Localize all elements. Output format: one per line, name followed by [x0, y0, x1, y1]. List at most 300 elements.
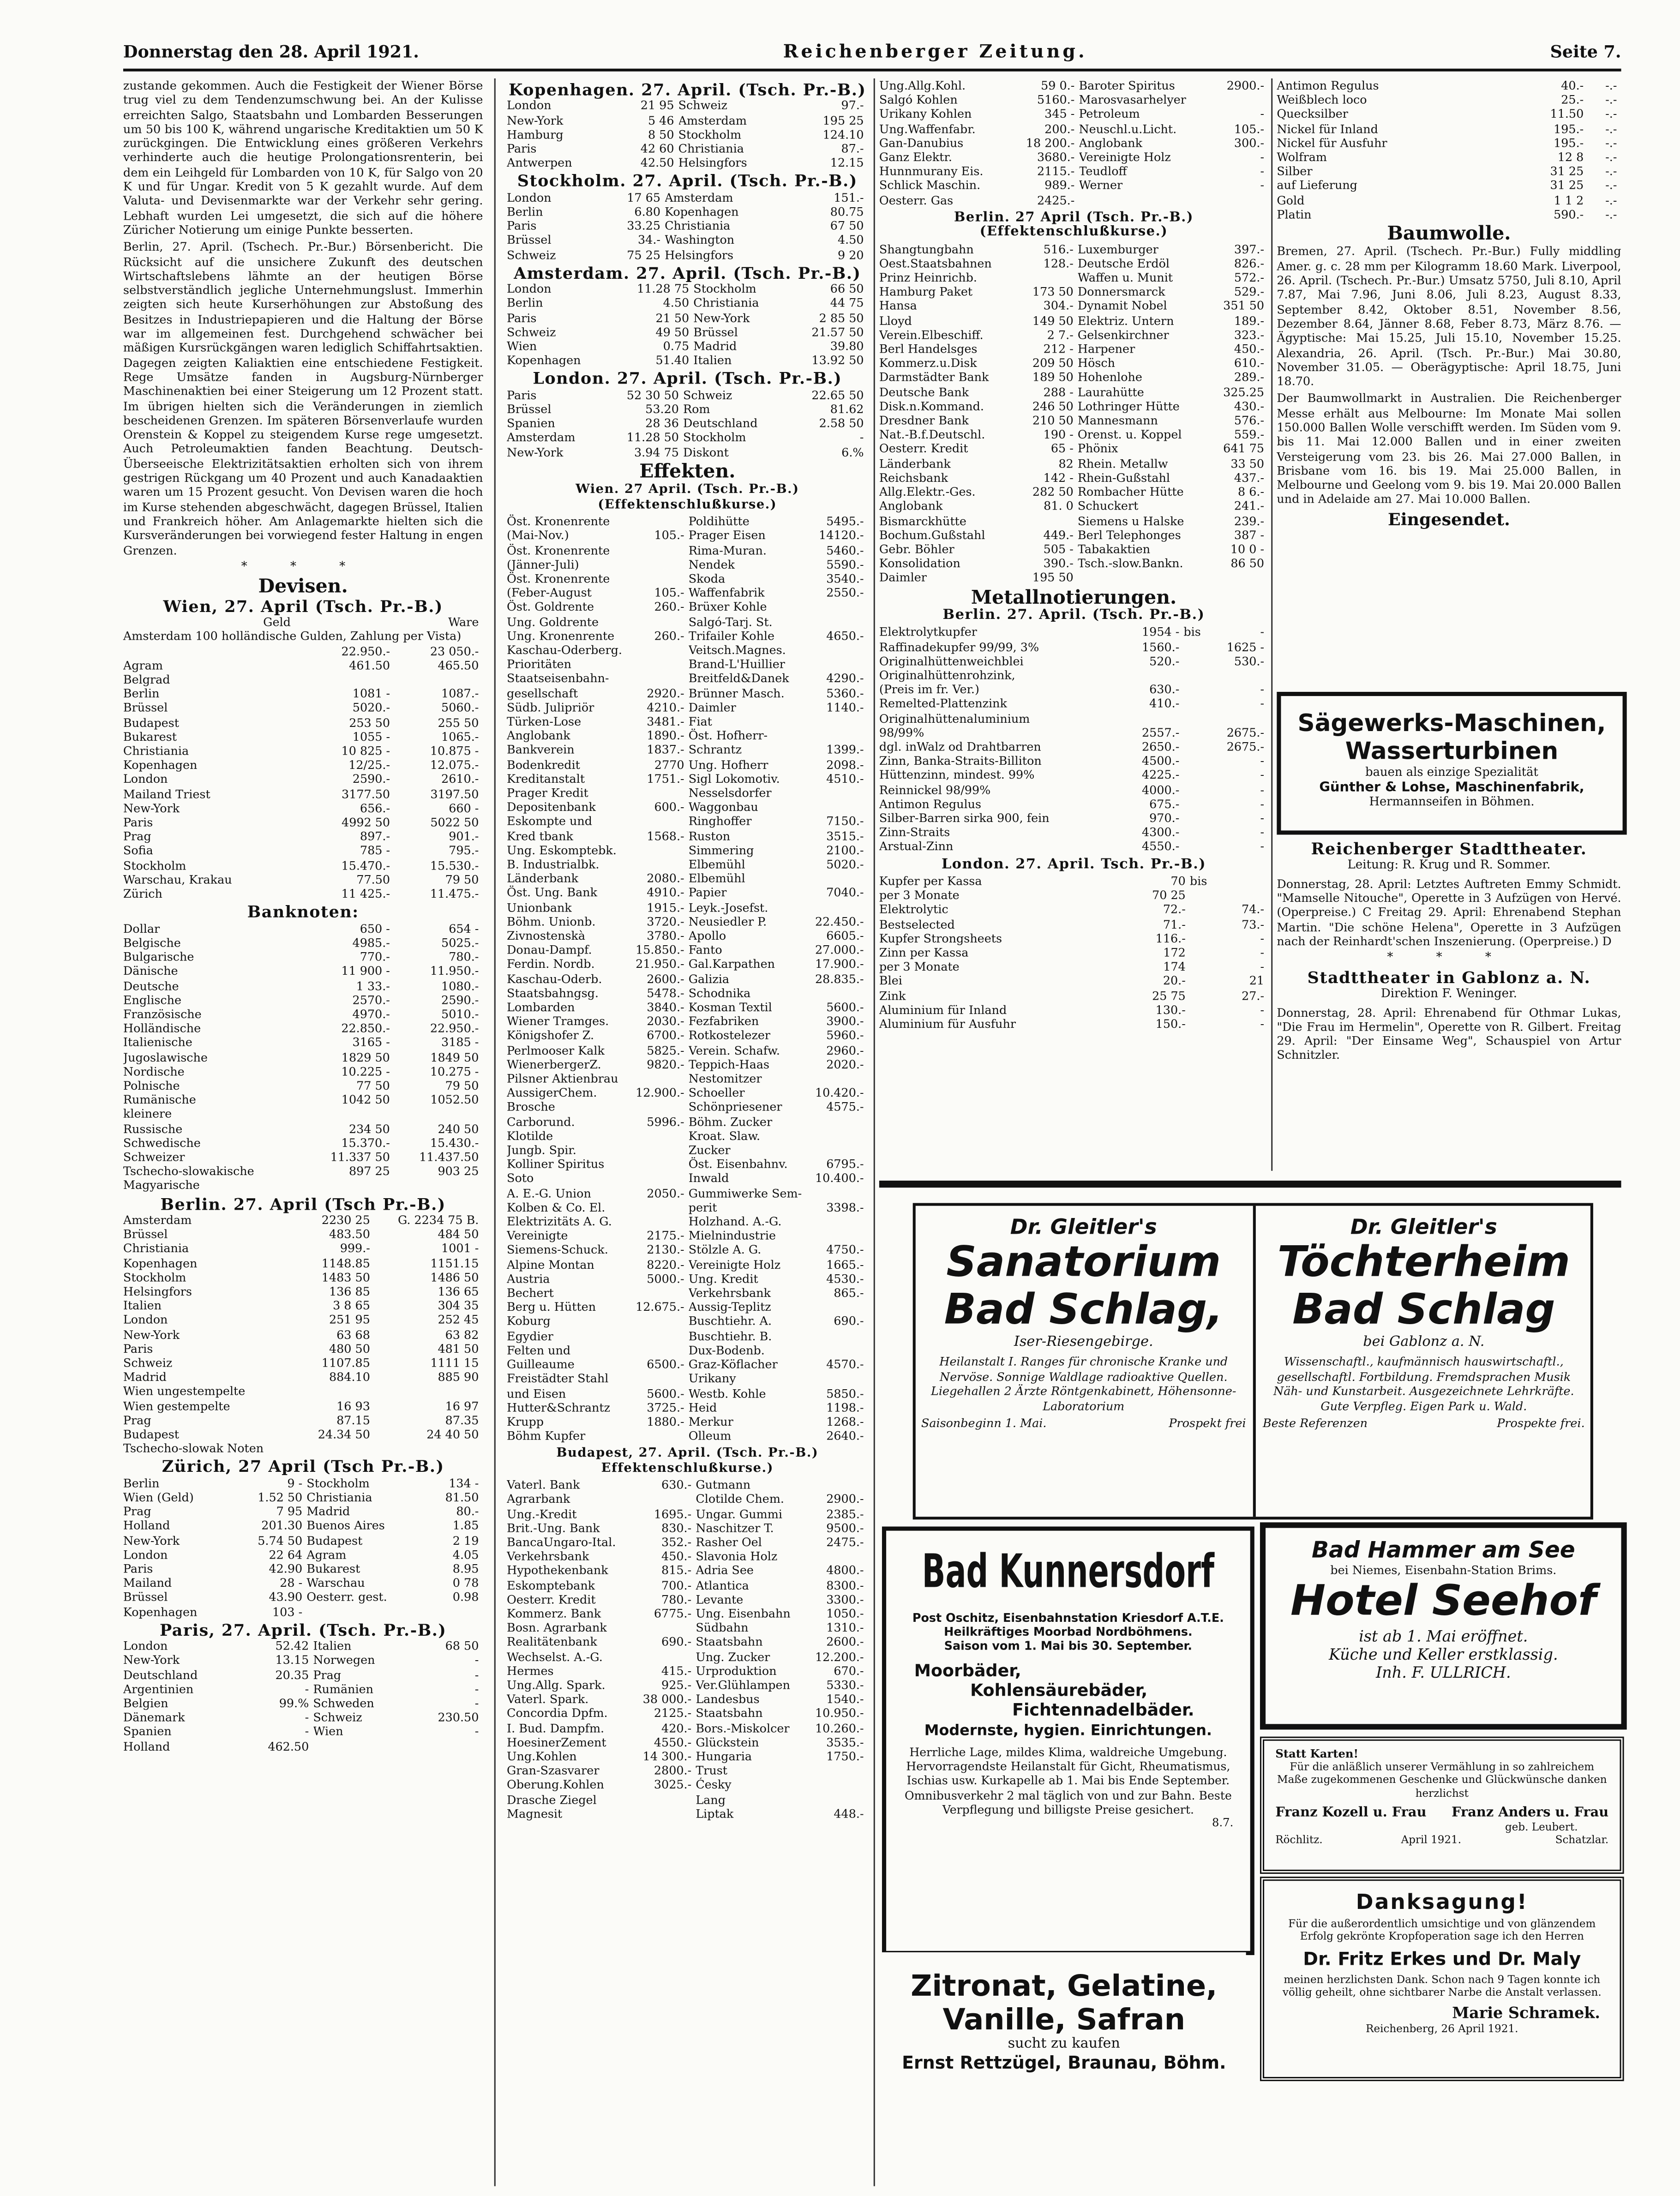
table-row [879, 654, 1268, 668]
row-value: 10.400.- [815, 1171, 864, 1186]
row-label: Paris [123, 1561, 153, 1576]
row-value: 12.675.- [636, 1300, 684, 1314]
row-label: Verein. Schafw. [688, 1043, 780, 1057]
row-value [631, 571, 689, 586]
theater-text: Donnerstag, 28. April: Ehrenabend für Othmar Lukas, "Die Frau im Hermelin", Operette von R. Gilbert. Freitag 29. April: "Der Einsame Weg", Schauspiel von Artur Schnitzler. [1277, 1005, 1621, 1062]
row-label: Stockholm [123, 1270, 186, 1284]
row-value [631, 1157, 689, 1171]
row-label [1183, 811, 1208, 825]
row-label: Klotilde [507, 1128, 553, 1143]
row-value: 53.20 [645, 402, 679, 416]
row-label: Shangtungbahn [879, 241, 974, 256]
table-row [507, 1549, 868, 1563]
ad-text: Heilkräftiges Moorbad Nordböhmens. [944, 1624, 1193, 1639]
table-row [507, 204, 868, 219]
row-value: 3481.- [647, 714, 684, 728]
row-value: 2030.- [647, 1014, 684, 1028]
row-label: Oesterr. Kredit [507, 1592, 596, 1606]
row-label: Olleum [688, 1428, 732, 1443]
row-value: 690.- [661, 1635, 692, 1649]
row-label: 22.950.- [430, 1021, 479, 1035]
row-value: 3720.- [647, 914, 684, 929]
row-label: Trust [696, 1763, 728, 1778]
row-label [1190, 931, 1221, 945]
table-row [507, 1400, 868, 1414]
row-label: Ung.Allg. Spark. [507, 1678, 606, 1692]
table-row [507, 1764, 868, 1778]
row-value: 15.370.- [341, 1135, 390, 1150]
row-value: 173 50 [1032, 284, 1074, 299]
table-row [879, 696, 1268, 711]
row-label: Prioritäten [507, 657, 571, 671]
row-value: - [1260, 839, 1265, 854]
table-row [879, 556, 1268, 570]
row-value: 11 900 - [341, 964, 390, 978]
row-value [631, 1214, 689, 1229]
table-heading: London. 27. April. Tsch. Pr.-B.) [941, 856, 1206, 872]
ad-text: Hermannseifen in Böhmen. [1369, 795, 1535, 810]
row-label: Berl Handelsges [879, 342, 978, 356]
table-note: Amsterdam 100 holländische Gulden, Zahlung per Vista) [123, 629, 462, 643]
ad-text: Für die anläßlich unserer Vermählung in so zahlreichem Maße zugekommenen Geschenke und Glückwünsche danken herzlichst [1277, 1760, 1607, 1800]
ad-text: Modernste, hygien. Einrichtungen. [924, 1722, 1212, 1740]
row-value: 2230 25 [321, 1212, 370, 1227]
row-label: Liptak [696, 1806, 734, 1821]
table-row [879, 499, 1268, 513]
row-label: Jugoslawische [123, 1050, 208, 1064]
row-value: 1 33.- [356, 978, 390, 992]
row-label: Daimler [688, 700, 736, 714]
table-row [507, 843, 868, 857]
row-label: Italien [313, 1639, 352, 1653]
row-label: Deutsche [123, 978, 179, 992]
row-label: Bismarckhütte [879, 513, 966, 528]
section-separator: * * * [1387, 951, 1511, 966]
row-label: Carborund. [507, 1114, 575, 1128]
table-row [507, 886, 868, 900]
row-value: - [474, 1696, 479, 1710]
table-row [507, 657, 868, 672]
row-value: - [1260, 796, 1265, 811]
table-row [879, 711, 1268, 725]
row-label: Drasche Ziegel [507, 1792, 597, 1806]
row-label [394, 1107, 483, 1121]
table-row [123, 1298, 483, 1313]
row-label: Ganz Elektr. [879, 150, 952, 164]
table-heading: Paris, 27. April. (Tsch. Pr.-B.) [159, 1620, 447, 1640]
row-label: Hermes [507, 1663, 554, 1678]
row-value: 4.05 [452, 1547, 479, 1561]
row-label [374, 1441, 483, 1456]
row-label: Öst. Goldrente [507, 600, 594, 614]
row-value: 780.- [661, 1592, 692, 1606]
table-row [507, 571, 868, 586]
row-value: 212 - [1043, 342, 1074, 356]
table-row [879, 570, 1268, 585]
row-label: Rhein-Gußstahl [1077, 470, 1170, 485]
row-value: 17.900.- [815, 957, 864, 972]
row-value: - [1260, 107, 1265, 121]
row-value: 13.15 [275, 1653, 309, 1668]
column-divider [874, 78, 875, 2186]
table-row [123, 672, 483, 687]
row-value: 325.25 [1223, 384, 1265, 399]
table-row [507, 986, 868, 1000]
row-value: 397.- [1234, 241, 1265, 256]
row-label: Elektrolytic [879, 902, 948, 917]
row-label: Italien [123, 1298, 162, 1313]
row-label: New-York [123, 1653, 180, 1668]
row-value: 826.- [1234, 256, 1265, 270]
header-page-number: Seite 7. [1550, 42, 1621, 62]
row-value: 1750.- [826, 1749, 864, 1764]
row-value [306, 1107, 394, 1121]
row-value: 134 - [449, 1476, 479, 1490]
row-label: 252 45 [438, 1313, 479, 1327]
row-value [811, 1143, 868, 1157]
table-row [879, 513, 1268, 528]
row-value [306, 672, 394, 687]
row-value: 39.80 [830, 339, 864, 353]
table-row [507, 1243, 868, 1257]
ad-text: geb. Leubert. [1505, 1821, 1578, 1834]
row-label: Elbemühl [688, 857, 745, 871]
row-value: 2 7.- [1047, 327, 1074, 342]
row-label: Gebr. Böhler [879, 542, 954, 556]
row-label [1183, 797, 1208, 811]
row-label: -.- [1605, 192, 1617, 207]
row-label: Kreditanstalt [507, 771, 585, 786]
table-row [507, 957, 868, 972]
table-row [507, 416, 868, 431]
row-label [1190, 974, 1221, 988]
row-label: Zürich [123, 887, 162, 901]
row-value [811, 1186, 868, 1200]
table-header-cell: Geld [263, 615, 291, 629]
row-label [394, 672, 483, 687]
row-label: Brüssel [123, 701, 168, 715]
row-label: Ung. Kredit [688, 1271, 758, 1286]
row-value: 449.- [1043, 528, 1074, 542]
row-value: 387 - [1234, 528, 1265, 542]
row-value [426, 1604, 483, 1619]
row-value: 461.50 [349, 658, 390, 672]
row-value: 20.- [1163, 974, 1186, 988]
table-row [123, 744, 483, 758]
row-value: 6605.- [826, 928, 864, 943]
table-row [507, 156, 868, 170]
row-label [1190, 1002, 1221, 1017]
row-label: Italien [693, 353, 732, 367]
table-row [507, 1200, 868, 1214]
table-row [507, 629, 868, 643]
row-label: Fiat [688, 714, 712, 728]
table-row [507, 557, 868, 571]
row-value [631, 843, 689, 857]
ad-sanatorium [921, 1214, 1246, 1430]
row-value: 6.% [841, 444, 864, 459]
row-label: Ringhoffer [688, 814, 752, 828]
row-label: Nesselsdorfer [688, 786, 772, 800]
row-label: Dänemark [123, 1710, 185, 1725]
table-row [1277, 93, 1621, 107]
row-label: Prag [313, 1667, 342, 1682]
row-label: Stockholm [306, 1476, 370, 1490]
row-label: Guilleaume [507, 1357, 575, 1371]
row-value: 865.- [834, 1285, 864, 1300]
row-label: Wien (Geld) [123, 1490, 194, 1504]
row-label: Wiener Tramges. [507, 1014, 609, 1028]
table-row [879, 242, 1268, 256]
table-row [879, 739, 1268, 754]
row-value: 44 75 [830, 296, 864, 310]
table-row [123, 887, 483, 901]
row-value: 2675.- [1226, 725, 1265, 739]
row-label: Brüssel [507, 402, 552, 416]
ad-toechterheim [1263, 1214, 1585, 1430]
row-value: 1399.- [826, 743, 864, 757]
row-label: Schönpriesener [688, 1100, 782, 1114]
row-value [811, 900, 868, 914]
row-label: Bors.-Miskolcer [696, 1720, 790, 1735]
table-row [879, 874, 1268, 888]
row-value: 31 25 [1550, 178, 1584, 192]
row-label: Bodenkredit [507, 757, 580, 771]
row-label: -.- [1605, 92, 1617, 107]
row-label: Böhm Kupfer [507, 1428, 586, 1443]
table-row [123, 1121, 483, 1135]
row-value: 4550.- [654, 1734, 692, 1749]
row-value [806, 1764, 868, 1778]
row-label: Kolben & Co. El. [507, 1200, 606, 1214]
table-row [879, 825, 1268, 840]
row-value [1221, 874, 1269, 888]
row-value: 52 30 50 [626, 388, 679, 402]
row-label: Kupfer Strongsheets [879, 931, 1002, 945]
row-label: Wolfram [1277, 150, 1327, 164]
row-value: 4000.- [1141, 782, 1180, 797]
row-label: Urikany Kohlen [879, 107, 972, 121]
row-value: 282 50 [1032, 485, 1074, 499]
row-label: Zink [879, 988, 906, 1002]
table-row [123, 1256, 483, 1270]
row-label: -.- [1605, 150, 1617, 164]
row-label: Belgrad [123, 672, 170, 686]
row-label: Krupp [507, 1414, 544, 1428]
row-label: Nat.-B.f.Deutschl. [879, 427, 985, 442]
row-label: Lothringer Hütte [1077, 399, 1180, 413]
table-row [507, 1414, 868, 1428]
row-label: Anglobank [1079, 135, 1143, 150]
row-value: 1148.85 [321, 1255, 370, 1270]
row-label: Verein.Elbeschiff. [879, 327, 984, 342]
quote-table [507, 190, 868, 262]
table-row [879, 754, 1268, 768]
row-label: Zinn, Banka-Straits-Billiton [879, 753, 1042, 768]
row-label: Rombacher Hütte [1077, 485, 1184, 499]
row-label: Warschau, Krakau [123, 872, 232, 887]
row-value: 785 - [360, 844, 390, 858]
row-label: Gold [1277, 192, 1305, 207]
row-value: 430.- [1234, 399, 1265, 413]
row-label: Kommerz.u.Disk [879, 356, 977, 370]
table-row [123, 1668, 483, 1682]
row-value: - [474, 1653, 479, 1668]
row-label: 465.50 [438, 658, 479, 672]
row-value: 86 50 [1230, 556, 1265, 570]
row-label: Kred tbank [507, 828, 573, 843]
row-label: Russische [123, 1121, 183, 1135]
row-label: 885 90 [438, 1370, 479, 1384]
row-value: 2 85 50 [819, 310, 864, 324]
row-label: Pilsner Aktienbrau [507, 1071, 618, 1086]
row-value [631, 1100, 689, 1114]
row-label: Blei [879, 974, 902, 988]
row-label: Sofia [123, 844, 153, 858]
row-label: Oest.Staatsbahnen [879, 256, 992, 270]
ad-zitronat [882, 1952, 1246, 2123]
row-label: (Mai-Nov.) [507, 528, 569, 543]
row-label: Buschtiehr. A. [688, 1314, 772, 1329]
table-row [507, 1043, 868, 1057]
row-value: 105.- [1234, 121, 1265, 136]
row-value: 288 - [1043, 384, 1074, 399]
table-row [123, 1064, 483, 1078]
row-value: 4.50 [663, 296, 690, 310]
table-row [507, 1029, 868, 1043]
row-value: 1954 - [1141, 625, 1180, 639]
row-label: Magnesit [507, 1806, 563, 1821]
row-label: Gran-Szasvarer [507, 1763, 600, 1778]
table-row [507, 543, 868, 557]
row-label: Holländische [123, 1021, 201, 1035]
row-value: 6795.- [826, 1157, 864, 1171]
row-label: Lloyd [879, 313, 912, 328]
row-value: 21.57 50 [811, 324, 864, 339]
table-row [123, 1739, 483, 1753]
row-value [806, 1549, 868, 1563]
table-row [507, 282, 868, 296]
ad-heading: Wasserturbinen [1345, 738, 1559, 766]
row-label: B. Industrialbk. [507, 857, 600, 871]
table-row [507, 1014, 868, 1029]
row-label: Vereinigte Holz [688, 1257, 781, 1272]
row-label: Waggonbau [688, 800, 758, 814]
row-label: Prager Eisen [688, 528, 766, 543]
ad-text: Fichtennadelbäder. [1012, 1700, 1194, 1720]
row-label: Spanien [507, 416, 555, 431]
ad-date: April 1921. [1401, 1833, 1462, 1847]
table-heading: Stockholm. 27. April. (Tsch. Pr.-B.) [517, 171, 858, 191]
row-label: Alpine Montan [507, 1257, 594, 1272]
ad-footer: Prospekt frei [1169, 1416, 1246, 1430]
row-label: Deutsche Bank [879, 384, 969, 399]
row-value: - [305, 1724, 309, 1739]
row-value: 7 95 [276, 1504, 303, 1518]
table-row [507, 296, 868, 311]
table-row [507, 1649, 868, 1663]
row-label: Vaterl. Spark. [507, 1692, 589, 1706]
row-label: Brüxer Kohle [688, 600, 767, 614]
row-label: Trifailer Kohle [688, 628, 775, 642]
table-row [507, 700, 868, 714]
ad-kicker: Dr. Gleitler's [1350, 1214, 1497, 1240]
row-label: Apollo [688, 928, 726, 943]
row-value [631, 643, 689, 657]
table-row [507, 1000, 868, 1014]
row-label: Schuckert [1077, 499, 1139, 513]
row-value: 1055 - [352, 729, 390, 744]
row-label: Elbemühl [688, 871, 745, 886]
table-row [507, 113, 868, 127]
row-label [1183, 668, 1208, 682]
row-label: Tschecho-slowakische [123, 1164, 254, 1178]
table-row [507, 972, 868, 986]
row-value: 10.260.- [815, 1720, 864, 1735]
row-label: Diskont [683, 444, 729, 459]
row-label: Warschau [306, 1576, 365, 1590]
row-label: Schweiz [678, 98, 727, 113]
ad-text: Inh. F. ULLRICH. [1376, 1663, 1511, 1682]
table-row [123, 1164, 483, 1178]
row-value: 2650.- [1141, 739, 1180, 754]
row-value: 2920.- [647, 685, 684, 700]
table-row [507, 1663, 868, 1678]
row-label: Eskomptebank [507, 1578, 595, 1592]
row-value: - [305, 1710, 309, 1725]
row-label: Berlin [123, 1476, 160, 1490]
row-value: 4290.- [826, 671, 864, 685]
table-row [123, 921, 483, 936]
row-label: Staatsbahn [696, 1706, 763, 1721]
row-value: - [1260, 1002, 1265, 1017]
row-value: 150.- [1155, 1017, 1186, 1031]
table-row [507, 914, 868, 929]
table-row [879, 902, 1268, 917]
row-value: 1695.- [654, 1506, 692, 1520]
row-label: Austria [507, 1271, 550, 1286]
row-value [811, 871, 868, 886]
table-row [123, 1476, 483, 1490]
table-row [1277, 179, 1621, 193]
row-value [631, 1343, 689, 1357]
table-row [507, 643, 868, 657]
row-value [631, 1171, 689, 1186]
ad-place: Schatzlar. [1555, 1833, 1609, 1847]
row-value [631, 857, 689, 871]
row-value [302, 1441, 374, 1456]
row-value: 11 425.- [341, 887, 390, 901]
row-label: Christiania [123, 1241, 189, 1255]
row-label: 79 50 [445, 872, 479, 887]
row-label: Norwegen [313, 1653, 375, 1668]
row-label: Madrid [123, 1370, 167, 1384]
row-value: 136 85 [329, 1284, 370, 1298]
row-label: 5022 50 [430, 815, 479, 829]
row-value [631, 786, 689, 800]
row-label: Hamburg [507, 127, 564, 141]
row-label: Amsterdam [678, 113, 747, 127]
row-label: -.- [1605, 121, 1617, 136]
table-row [879, 150, 1268, 164]
table-row [507, 1343, 868, 1357]
row-label: Vereinigte Holz [1079, 150, 1171, 164]
table-row [123, 1284, 483, 1298]
row-value: 5495.- [826, 514, 864, 528]
row-value: 2475.- [826, 1535, 864, 1549]
row-label: 1111 15 [430, 1356, 479, 1370]
row-value: 2675.- [1226, 739, 1265, 754]
